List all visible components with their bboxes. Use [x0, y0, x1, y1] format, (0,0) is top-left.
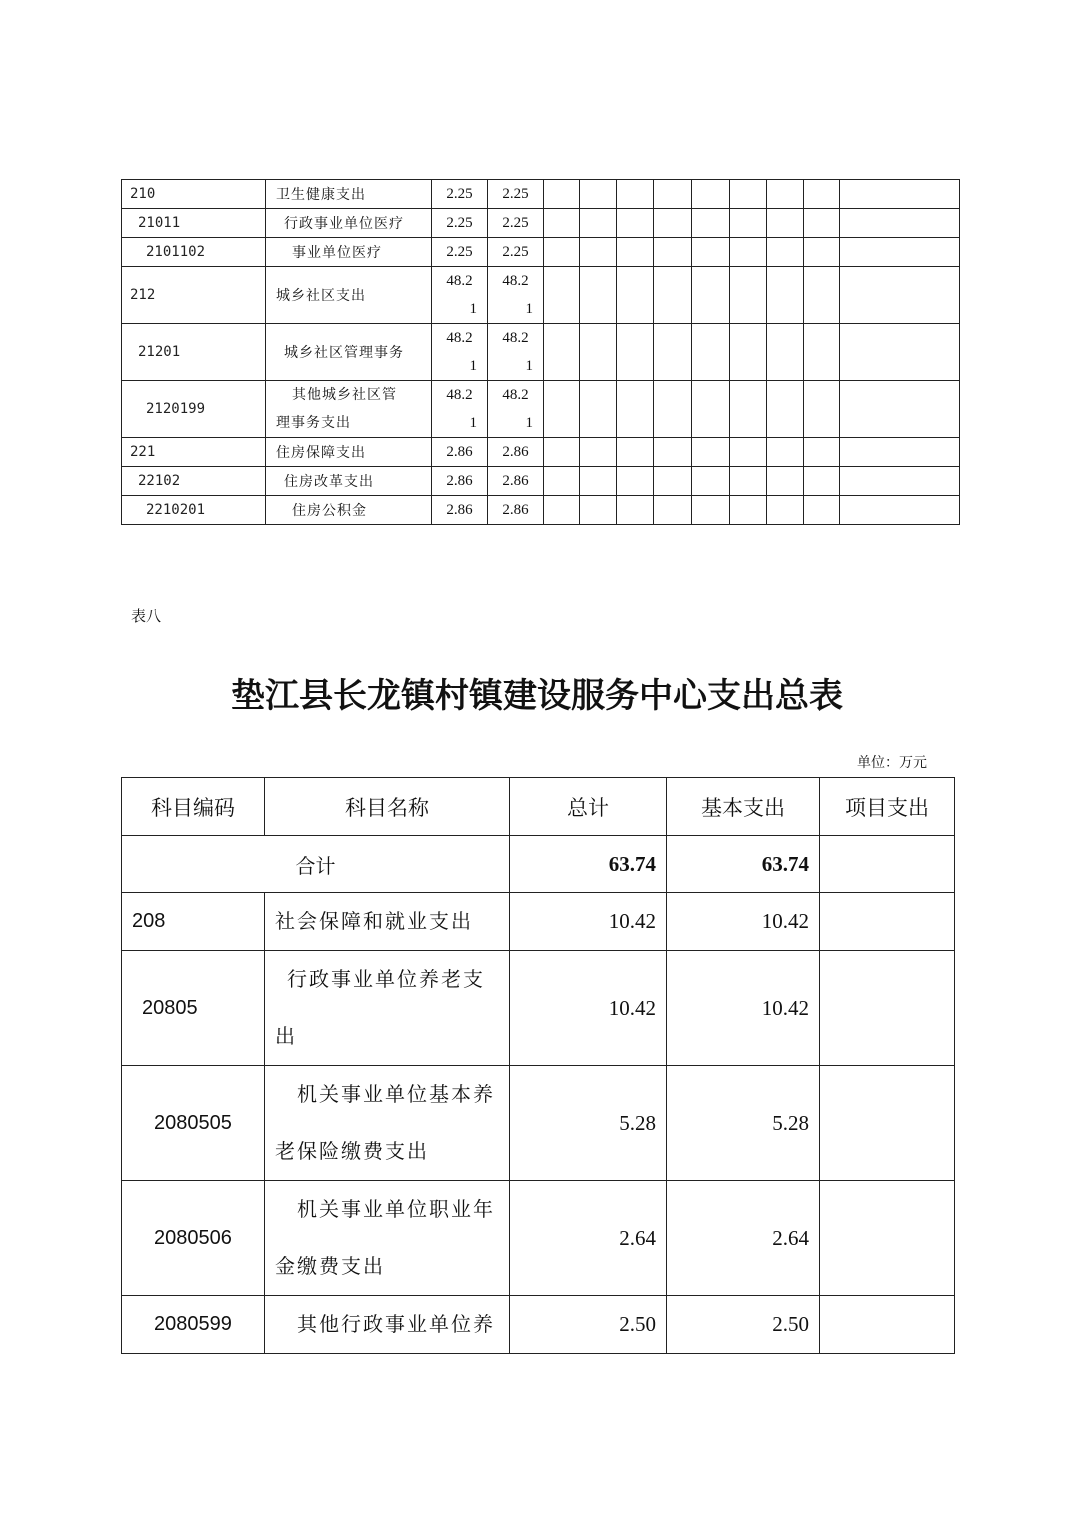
total-value	[432, 267, 488, 324]
empty-cell	[617, 381, 654, 438]
total-value: 2.86	[432, 496, 488, 525]
empty-cell	[617, 438, 654, 467]
empty-cell	[544, 381, 580, 438]
empty-cell	[544, 496, 580, 525]
basic-value-line-2: 1	[525, 415, 533, 431]
total-label: 合计	[122, 836, 510, 893]
empty-cell	[580, 438, 617, 467]
total-value: 2.25	[432, 238, 488, 267]
total-value: 2.25	[432, 209, 488, 238]
empty-cell	[544, 467, 580, 496]
empty-cell	[767, 267, 804, 324]
total-value: 2.50	[510, 1296, 667, 1354]
empty-cell	[767, 496, 804, 525]
table-row	[122, 238, 960, 267]
empty-cell	[654, 180, 692, 209]
empty-cell	[692, 209, 730, 238]
table-row	[122, 893, 955, 951]
empty-cell	[804, 324, 840, 381]
empty-cell	[692, 324, 730, 381]
subject-name-line-2: 老保险缴费支出	[275, 1139, 429, 1163]
empty-cell	[692, 438, 730, 467]
total-value-line-2: 1	[469, 415, 477, 431]
empty-cell	[580, 267, 617, 324]
empty-cell	[730, 209, 767, 238]
empty-cell	[804, 438, 840, 467]
total-value-line-1: 48.2	[446, 273, 473, 289]
subject-name-line-2: 理事务支出	[276, 415, 351, 431]
empty-cell	[580, 180, 617, 209]
table-row	[122, 467, 960, 496]
empty-cell	[767, 381, 804, 438]
empty-cell	[804, 209, 840, 238]
empty-cell	[654, 209, 692, 238]
subject-code: 2080506	[122, 1181, 265, 1296]
empty-cell	[544, 180, 580, 209]
project-value	[820, 1181, 955, 1296]
empty-cell	[544, 209, 580, 238]
total-value: 5.28	[510, 1066, 667, 1181]
project-value	[820, 951, 955, 1066]
subject-code: 21011	[122, 209, 266, 238]
basic-value: 5.28	[667, 1066, 820, 1181]
table-row	[122, 1066, 955, 1181]
empty-cell	[767, 238, 804, 267]
empty-cell	[804, 180, 840, 209]
empty-cell	[730, 180, 767, 209]
table-row	[122, 209, 960, 238]
total-value-line-2: 1	[469, 358, 477, 374]
header-row	[122, 778, 955, 836]
empty-cell	[580, 496, 617, 525]
subject-name	[266, 381, 432, 438]
empty-cell	[730, 238, 767, 267]
subject-name-line-2: 出	[275, 1024, 297, 1048]
empty-cell	[692, 267, 730, 324]
subject-name: 社会保障和就业支出	[265, 893, 510, 951]
empty-cell	[692, 467, 730, 496]
basic-value	[488, 381, 544, 438]
empty-cell	[580, 238, 617, 267]
project-value	[820, 836, 955, 893]
subject-code: 2120199	[122, 381, 266, 438]
project-value	[820, 1296, 955, 1354]
total-value-line-2: 1	[469, 301, 477, 317]
subject-code: 2101102	[122, 238, 266, 267]
subject-code: 208	[122, 893, 265, 951]
empty-cell	[804, 467, 840, 496]
empty-cell	[730, 324, 767, 381]
empty-cell	[654, 438, 692, 467]
empty-cell	[654, 238, 692, 267]
subject-code: 22102	[122, 467, 266, 496]
subject-code: 2080599	[122, 1296, 265, 1354]
basic-value: 2.25	[488, 209, 544, 238]
empty-cell	[840, 267, 960, 324]
table-row	[122, 951, 955, 1066]
empty-cell	[840, 381, 960, 438]
basic-value: 10.42	[667, 893, 820, 951]
total-value: 2.64	[510, 1181, 667, 1296]
empty-cell	[654, 467, 692, 496]
empty-cell	[580, 381, 617, 438]
subject-name-line-2: 金缴费支出	[275, 1254, 385, 1278]
empty-cell	[692, 180, 730, 209]
empty-cell	[692, 381, 730, 438]
empty-cell	[617, 467, 654, 496]
basic-value-line-2: 1	[525, 358, 533, 374]
subject-name	[265, 951, 510, 1066]
subject-code: 21201	[122, 324, 266, 381]
basic-value-line-1: 48.2	[502, 273, 529, 289]
subject-name-line-1: 其他城乡社区管	[292, 387, 397, 403]
total-value: 10.42	[510, 893, 667, 951]
header-total: 总计	[510, 778, 667, 836]
basic-value	[488, 267, 544, 324]
empty-cell	[692, 496, 730, 525]
subject-code: 2210201	[122, 496, 266, 525]
subject-name: 行政事业单位医疗	[266, 209, 432, 238]
subject-name: 卫生健康支出	[266, 180, 432, 209]
empty-cell	[840, 438, 960, 467]
empty-cell	[840, 238, 960, 267]
empty-cell	[544, 324, 580, 381]
total-value-line-1: 48.2	[446, 387, 473, 403]
basic-value: 2.64	[667, 1181, 820, 1296]
table-row	[122, 267, 960, 324]
empty-cell	[767, 467, 804, 496]
empty-cell	[730, 496, 767, 525]
empty-cell	[617, 324, 654, 381]
empty-cell	[544, 238, 580, 267]
total-value-line-1: 48.2	[446, 330, 473, 346]
subject-code: 221	[122, 438, 266, 467]
empty-cell	[840, 467, 960, 496]
empty-cell	[654, 381, 692, 438]
table-row	[122, 1181, 955, 1296]
project-value	[820, 893, 955, 951]
subject-name-line-1: 机关事业单位基本养	[297, 1082, 495, 1106]
empty-cell	[617, 180, 654, 209]
basic-value-line-1: 48.2	[502, 387, 529, 403]
table-row	[122, 324, 960, 381]
empty-cell	[730, 381, 767, 438]
empty-cell	[654, 267, 692, 324]
basic-value: 2.25	[488, 238, 544, 267]
empty-cell	[804, 267, 840, 324]
empty-cell	[730, 467, 767, 496]
total-value: 10.42	[510, 951, 667, 1066]
continued-budget-table	[121, 179, 960, 525]
empty-cell	[840, 180, 960, 209]
table-number-label: 表八	[131, 607, 162, 625]
subject-name	[265, 1066, 510, 1181]
table-row	[122, 1296, 955, 1354]
empty-cell	[654, 324, 692, 381]
subject-name: 城乡社区管理事务	[266, 324, 432, 381]
subject-code: 212	[122, 267, 266, 324]
empty-cell	[804, 496, 840, 525]
total-value: 2.86	[432, 438, 488, 467]
header-subject-code: 科目编码	[122, 778, 265, 836]
empty-cell	[580, 324, 617, 381]
total-value	[432, 381, 488, 438]
unit-label: 单位：万元	[857, 755, 927, 771]
empty-cell	[767, 180, 804, 209]
subject-name: 城乡社区支出	[266, 267, 432, 324]
table-row	[122, 438, 960, 467]
page-title: 垫江县长龙镇村镇建设服务中心支出总表	[231, 676, 843, 716]
header-project-expense: 项目支出	[820, 778, 955, 836]
subject-code: 20805	[122, 951, 265, 1066]
empty-cell	[804, 238, 840, 267]
total-value: 2.86	[432, 467, 488, 496]
expense-summary-table	[121, 777, 955, 1354]
basic-value: 2.86	[488, 467, 544, 496]
subject-name: 住房改革支出	[266, 467, 432, 496]
subject-name-line-1: 行政事业单位养老支	[287, 967, 485, 991]
empty-cell	[580, 467, 617, 496]
subject-name: 事业单位医疗	[266, 238, 432, 267]
empty-cell	[767, 324, 804, 381]
empty-cell	[617, 267, 654, 324]
empty-cell	[654, 496, 692, 525]
total-row	[122, 836, 955, 893]
basic-value: 2.50	[667, 1296, 820, 1354]
subject-name: 住房公积金	[266, 496, 432, 525]
empty-cell	[544, 438, 580, 467]
basic-value: 10.42	[667, 951, 820, 1066]
basic-value: 2.86	[488, 496, 544, 525]
total-value: 63.74	[510, 836, 667, 893]
table-row	[122, 496, 960, 525]
empty-cell	[580, 209, 617, 238]
empty-cell	[840, 496, 960, 525]
empty-cell	[767, 209, 804, 238]
basic-value-line-1: 48.2	[502, 330, 529, 346]
basic-value: 63.74	[667, 836, 820, 893]
subject-name	[265, 1296, 510, 1354]
table-row	[122, 180, 960, 209]
subject-name: 住房保障支出	[266, 438, 432, 467]
project-value	[820, 1066, 955, 1181]
total-value	[432, 324, 488, 381]
total-value: 2.25	[432, 180, 488, 209]
basic-value	[488, 324, 544, 381]
empty-cell	[617, 209, 654, 238]
empty-cell	[617, 496, 654, 525]
basic-value: 2.25	[488, 180, 544, 209]
empty-cell	[692, 238, 730, 267]
subject-name-line-1: 其他行政事业单位养	[297, 1312, 495, 1336]
subject-code: 210	[122, 180, 266, 209]
subject-code: 2080505	[122, 1066, 265, 1181]
empty-cell	[840, 209, 960, 238]
subject-name	[265, 1181, 510, 1296]
empty-cell	[804, 381, 840, 438]
table-row	[122, 381, 960, 438]
empty-cell	[617, 238, 654, 267]
header-subject-name: 科目名称	[265, 778, 510, 836]
empty-cell	[544, 267, 580, 324]
header-basic-expense: 基本支出	[667, 778, 820, 836]
empty-cell	[730, 438, 767, 467]
basic-value: 2.86	[488, 438, 544, 467]
basic-value-line-2: 1	[525, 301, 533, 317]
empty-cell	[730, 267, 767, 324]
empty-cell	[767, 438, 804, 467]
subject-name-line-1: 机关事业单位职业年	[297, 1197, 495, 1221]
empty-cell	[840, 324, 960, 381]
